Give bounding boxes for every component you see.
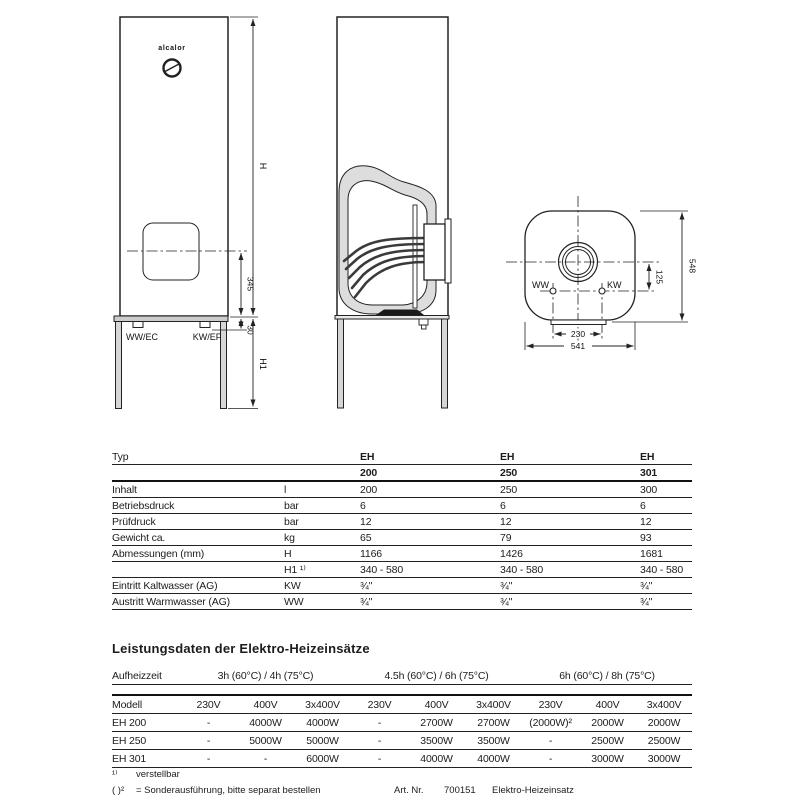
row-value: ¾": [360, 594, 500, 610]
heatup-row: [112, 667, 692, 685]
spec-empty-cell: [284, 465, 360, 482]
power-value: 4000W: [408, 750, 465, 768]
table-row: [112, 546, 692, 562]
row-value: 340 - 580: [360, 562, 500, 578]
tank-support: [376, 310, 424, 316]
port-ww-label: WW: [532, 280, 549, 290]
base-plate: [335, 316, 449, 320]
leg-right: [221, 322, 227, 409]
connection-kw-ef: [200, 322, 210, 328]
table-row: [112, 562, 692, 578]
row-label: Prüfdruck: [112, 514, 284, 530]
footnote-2: [112, 785, 692, 798]
row-value: 6: [500, 498, 640, 514]
leg-left: [116, 322, 122, 409]
row-label: Austritt Warmwasser (AG): [112, 594, 284, 610]
dim-125-label: 125: [654, 269, 665, 285]
power-value: 3000W: [579, 750, 636, 768]
row-value: 12: [500, 514, 640, 530]
power-value: 3000W: [636, 750, 692, 768]
access-panel: [143, 223, 199, 280]
table-row: [112, 594, 692, 610]
dim-30-label: 30: [245, 325, 256, 335]
spacer-row: [112, 685, 692, 696]
leg-right: [442, 319, 448, 408]
row-value: 340 - 580: [500, 562, 640, 578]
power-value: 2700W: [465, 714, 522, 732]
power-value: 5000W: [294, 732, 351, 750]
row-value: 340 - 580: [640, 562, 692, 578]
port-ww-ec-label: WW/EC: [126, 332, 158, 342]
row-unit: l: [284, 481, 360, 498]
voltage-header: 230V: [180, 695, 237, 714]
dim-H1-label: H1: [258, 358, 268, 370]
power-value: -: [180, 732, 237, 750]
row-value: 1426: [500, 546, 640, 562]
spec-model-number-2: 250: [500, 465, 640, 482]
dim-230-label: 230: [570, 329, 586, 339]
footnote-1: [112, 769, 692, 782]
row-value: 1166: [360, 546, 500, 562]
port-kw: [599, 288, 605, 294]
row-unit: H1 ¹⁾: [284, 562, 360, 578]
spec-model-number-1: 200: [360, 465, 500, 482]
row-value: 200: [360, 481, 500, 498]
row-unit: WW: [284, 594, 360, 610]
leg-left: [338, 319, 344, 408]
base-plate: [114, 316, 228, 322]
spec-table: [112, 449, 692, 610]
power-value: 6000W: [294, 750, 351, 768]
port-ww: [550, 288, 556, 294]
row-unit: KW: [284, 578, 360, 594]
row-value: 65: [360, 530, 500, 546]
footnote-1-text: verstellbar: [136, 769, 180, 780]
power-value: 2000W: [579, 714, 636, 732]
power-value: -: [180, 714, 237, 732]
voltage-header: 400V: [408, 695, 465, 714]
spec-empty-cell: [284, 449, 360, 465]
table-row: [112, 530, 692, 546]
row-unit: bar: [284, 514, 360, 530]
article-number-value: 700151: [444, 785, 476, 796]
power-value: (2000W)²: [522, 714, 579, 732]
foot-bracket: [551, 320, 606, 325]
row-value: 250: [500, 481, 640, 498]
table-row: [112, 732, 692, 750]
table-row: [112, 714, 692, 732]
power-value: 4000W: [237, 714, 294, 732]
power-value: 2500W: [636, 732, 692, 750]
table-row: [112, 481, 692, 498]
row-value: ¾": [500, 594, 640, 610]
spec-model-number-3: 301: [640, 465, 692, 482]
spacer-cell: [112, 685, 692, 696]
drain-stub: [419, 319, 428, 325]
spec-empty-cell: [112, 465, 284, 482]
table-row: [112, 578, 692, 594]
spec-model-eh-1: EH: [360, 449, 500, 465]
spec-model-eh-3: EH: [640, 449, 692, 465]
footnote-2-text: = Sonderausführung, bitte separat bestellen: [136, 785, 321, 796]
voltage-header: 230V: [351, 695, 408, 714]
row-unit: kg: [284, 530, 360, 546]
row-value: 6: [360, 498, 500, 514]
row-label: [112, 562, 284, 578]
dim-H-label: H: [258, 162, 268, 170]
brand-label: alcalor: [158, 45, 186, 52]
port-kw-ef-label: KW/EF: [192, 332, 222, 342]
power-value: 4000W: [465, 750, 522, 768]
port-kw-label: KW: [607, 280, 622, 290]
row-value: 1681: [640, 546, 692, 562]
voltage-header-row: [112, 695, 692, 714]
model-name: EH 250: [112, 732, 180, 750]
row-unit: bar: [284, 498, 360, 514]
model-label: Modell: [112, 695, 180, 714]
power-value: -: [351, 750, 408, 768]
heatup-label: Aufheizzeit: [112, 667, 180, 685]
row-label: Gewicht ca.: [112, 530, 284, 546]
row-value: 79: [500, 530, 640, 546]
power-table-title: Leistungsdaten der Elektro-Heizeinsätze: [112, 641, 370, 656]
footnote-2-marker: ( )²: [112, 785, 125, 796]
power-value: 4000W: [294, 714, 351, 732]
row-label: Eintritt Kaltwasser (AG): [112, 578, 284, 594]
article-name: Elektro-Heizeinsatz: [492, 785, 574, 796]
power-value: -: [351, 732, 408, 750]
power-value: -: [522, 750, 579, 768]
spec-model-number-row: [112, 465, 692, 482]
voltage-header: 3x400V: [465, 695, 522, 714]
footnotes: [112, 769, 692, 801]
voltage-header: 400V: [237, 695, 294, 714]
row-value: 300: [640, 481, 692, 498]
dim-345-label: 345: [245, 276, 256, 292]
row-unit: H: [284, 546, 360, 562]
row-label: Betriebsdruck: [112, 498, 284, 514]
row-value: 12: [640, 514, 692, 530]
dim-541-label: 541: [570, 341, 586, 351]
table-row: [112, 514, 692, 530]
heatup-group-3: 6h (60°C) / 8h (75°C): [522, 667, 692, 685]
model-name: EH 301: [112, 750, 180, 768]
row-value: ¾": [640, 578, 692, 594]
drain-stub-tip: [422, 325, 427, 329]
heatup-group-1: 3h (60°C) / 4h (75°C): [180, 667, 351, 685]
power-value: -: [522, 732, 579, 750]
heating-flange: [424, 224, 445, 280]
spec-model-eh-2: EH: [500, 449, 640, 465]
model-name: EH 200: [112, 714, 180, 732]
power-value: -: [180, 750, 237, 768]
power-value: 3500W: [465, 732, 522, 750]
power-value: 3500W: [408, 732, 465, 750]
voltage-header: 230V: [522, 695, 579, 714]
power-value: 2500W: [579, 732, 636, 750]
top-view-drawing: [506, 196, 698, 351]
spec-header-row: [112, 449, 692, 465]
row-value: 6: [640, 498, 692, 514]
front-view-drawing: [114, 17, 268, 409]
row-value: ¾": [500, 578, 640, 594]
side-section-drawing: [335, 17, 451, 408]
article-number-label: Art. Nr.: [394, 785, 424, 796]
power-value: 2000W: [636, 714, 692, 732]
row-value: ¾": [640, 594, 692, 610]
power-value: -: [237, 750, 294, 768]
power-value: 2700W: [408, 714, 465, 732]
row-label: Inhalt: [112, 481, 284, 498]
power-value: -: [351, 714, 408, 732]
dim-548-label: 548: [687, 258, 698, 274]
connection-ww-ec: [133, 322, 143, 328]
row-value: 93: [640, 530, 692, 546]
row-value: 12: [360, 514, 500, 530]
footnote-1-marker: ¹⁾: [112, 769, 118, 780]
table-row: [112, 498, 692, 514]
voltage-header: 400V: [579, 695, 636, 714]
voltage-header: 3x400V: [636, 695, 692, 714]
power-value: 5000W: [237, 732, 294, 750]
flange-cover: [445, 219, 451, 283]
spec-col-label: Typ: [112, 449, 284, 465]
row-value: ¾": [360, 578, 500, 594]
voltage-header: 3x400V: [294, 695, 351, 714]
heatup-group-2: 4.5h (60°C) / 6h (75°C): [351, 667, 522, 685]
row-label: Abmessungen (mm): [112, 546, 284, 562]
table-row: [112, 750, 692, 768]
power-table: [112, 667, 692, 768]
